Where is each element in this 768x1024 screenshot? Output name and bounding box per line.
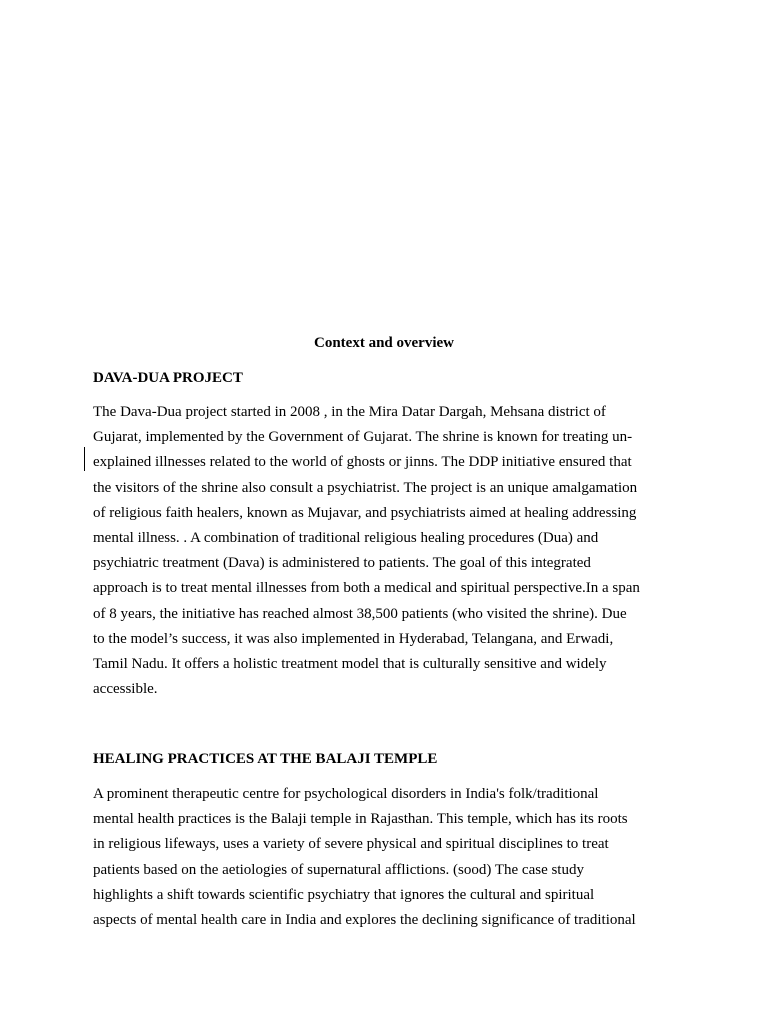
text-line: of religious faith healers, known as Mujavar, and psychiatrists aimed at healing addressing [93,504,637,521]
text-line: psychiatric treatment (Dava) is administered to patients. The goal of this integrated [93,555,591,572]
section-heading-balaji-temple: HEALING PRACTICES AT THE BALAJI TEMPLE [93,751,438,767]
text-line: patients based on the aetiologies of supernatural afflictions. (sood) The case study [93,861,584,878]
text-line: the visitors of the shrine also consult a psychiatrist. The project is an unique amalgamation [93,479,638,496]
text-line: Gujarat, implemented by the Government of Gujarat. The shrine is known for treating un- [93,429,633,446]
text-line: mental health practices is the Balaji temple in Rajasthan. This temple, which has its roots [93,811,628,828]
text-line: of 8 years, the initiative has reached almost 38,500 patients (who visited the shrine). Due [93,605,627,622]
text-line: The Dava-Dua project started in 2008 , in the Mira Datar Dargah, Mehsana district of [93,404,606,420]
section-heading-dava-dua: DAVA-DUA PROJECT [93,370,243,386]
text-cursor [84,447,85,471]
text-line: accessible. [93,681,158,698]
text-line: in religious lifeways, uses a variety of severe physical and spiritual disciplines to treat [93,836,609,853]
document-title: Context and overview [314,335,454,351]
text-line: explained illnesses related to the world of ghosts or jinns. The DDP initiative ensured that [93,454,632,471]
paragraph-dava-dua [93,400,683,702]
text-line: approach is to treat mental illnesses from both a medical and spiritual perspective.In a span [93,580,640,597]
text-line: highlights a shift towards scientific psychiatry that ignores the cultural and spiritual [93,886,595,903]
text-line: mental illness. . A combination of traditional religious healing procedures (Dua) and [93,529,599,546]
paragraph-balaji-temple [93,782,683,933]
text-line: A prominent therapeutic centre for psychological disorders in India's folk/traditional [93,786,599,802]
text-line: Tamil Nadu. It offers a holistic treatment model that is culturally sensitive and widely [93,655,607,672]
text-line: aspects of mental health care in India and explores the declining significance of traditional [93,911,636,928]
text-line: to the model’s success, it was also implemented in Hyderabad, Telangana, and Erwadi, [93,630,614,647]
